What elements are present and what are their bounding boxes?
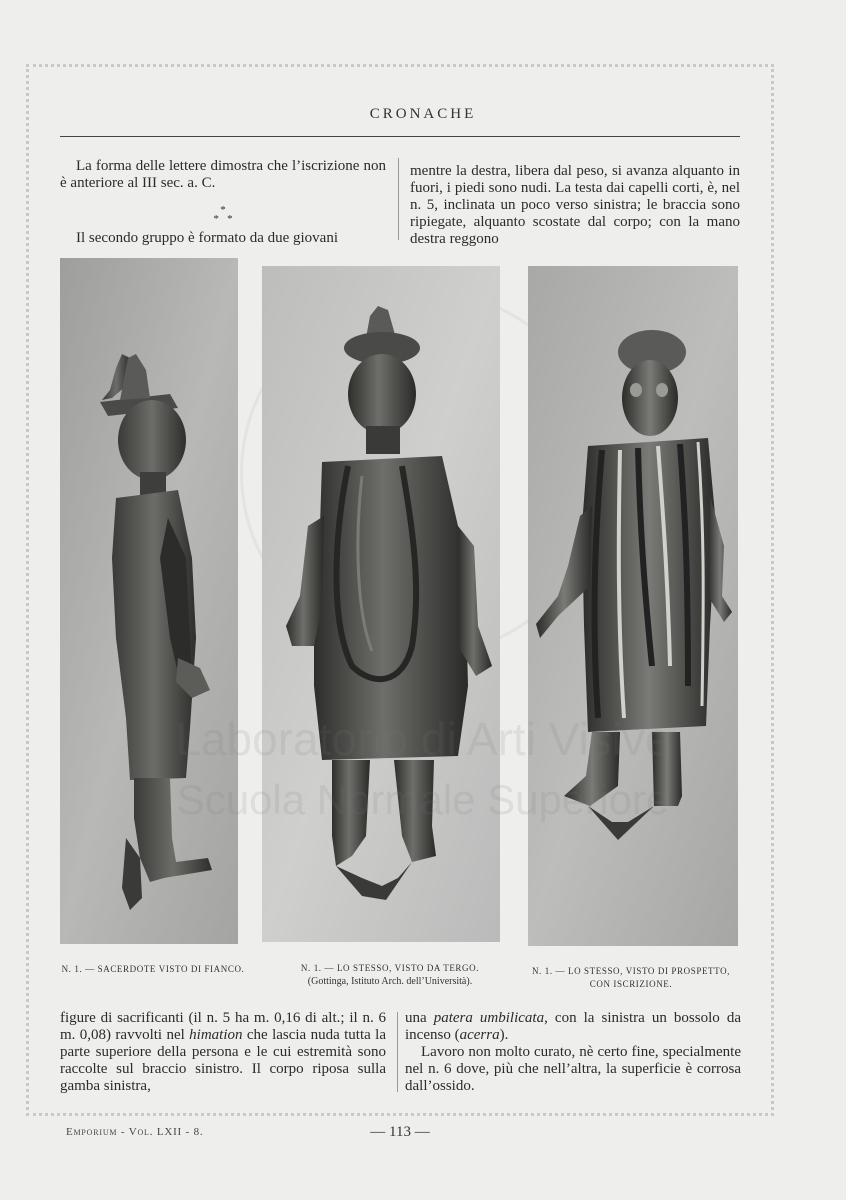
paragraph xyxy=(405,1010,741,1044)
text-run: che lascia nuda tutta la parte superiore della persona e le cui estremità sono raccolte sul braccio sinistro. Il corpo riposa sulla gamba sinistra, xyxy=(60,1027,386,1094)
text-run: , con la sinistra un bossolo da incenso ( xyxy=(405,1010,741,1043)
caption-line: CON ISCRIZIONE. xyxy=(589,979,673,989)
text-run: ). xyxy=(499,1027,509,1043)
header-rule xyxy=(60,136,740,137)
caption-figure-side: N. 1. — SACERDOTE VISTO DI FIANCO. xyxy=(61,964,245,974)
photo-statuette-side-view xyxy=(60,258,238,944)
caption-figure-back xyxy=(270,962,510,988)
watermark-line-2: Scuola xyxy=(176,776,306,823)
column-divider xyxy=(397,1012,398,1092)
caption-figure-front xyxy=(516,965,746,991)
top-left-column xyxy=(60,158,386,247)
text-run: una xyxy=(405,1010,434,1026)
top-right-column xyxy=(410,163,740,248)
journal-reference: Emporium - Vol. LXII - 8. xyxy=(66,1126,204,1138)
text-run: figure di sacrificanti (il n. 5 ha m. 0,16 di alt.; il n. 6 m. 0,08) ravvolti nel xyxy=(60,1010,386,1043)
section-separator xyxy=(60,206,386,224)
italic-term: patera umbilicata xyxy=(433,1010,545,1026)
paragraph xyxy=(60,1010,386,1095)
caption-line: N. 1. — LO STESSO, VISTO DA TERGO. xyxy=(300,963,480,973)
page-number: — 113 — xyxy=(370,1124,430,1140)
column-divider xyxy=(398,158,399,240)
asterisks-bottom: * * xyxy=(213,213,233,225)
running-header: CRONACHE xyxy=(369,106,477,122)
italic-term: acerra xyxy=(459,1027,500,1043)
photo-statuette-front-view xyxy=(528,266,738,946)
paragraph: Lavoro non molto curato, nè certo fine, specialmente nel n. 6 dove, più che nell’altra, la superficie è corrosa dall’ossido. xyxy=(405,1044,741,1094)
bottom-right-column xyxy=(405,1010,741,1095)
paragraph: La forma delle lettere dimostra che l’iscrizione non è anteriore al III sec. a. C. xyxy=(60,158,386,191)
asterisk-top: * xyxy=(220,204,226,216)
caption-source: (Gottinga, Istituto Arch. dell’Università). xyxy=(307,976,473,987)
bottom-left-column xyxy=(60,1010,386,1095)
paragraph: Il secondo gruppo è formato da due giovani xyxy=(76,230,339,246)
watermark-line-1: Arti xyxy=(466,713,536,765)
paragraph: mentre la destra, libera dal peso, si avanza alquanto in fuori, i piedi sono nudi. La testa dai capelli corti, è, nel n. 5, inclinata un poco verso sinistra; le braccia sono ripiegate, alquanto scostate dal corpo; con la mano destra reggono xyxy=(410,163,740,247)
italic-term: himation xyxy=(189,1027,243,1043)
caption-line: N. 1. — LO STESSO, VISTO DI PROSPETTO, xyxy=(531,966,731,976)
photo-statuette-back-view xyxy=(262,266,500,942)
